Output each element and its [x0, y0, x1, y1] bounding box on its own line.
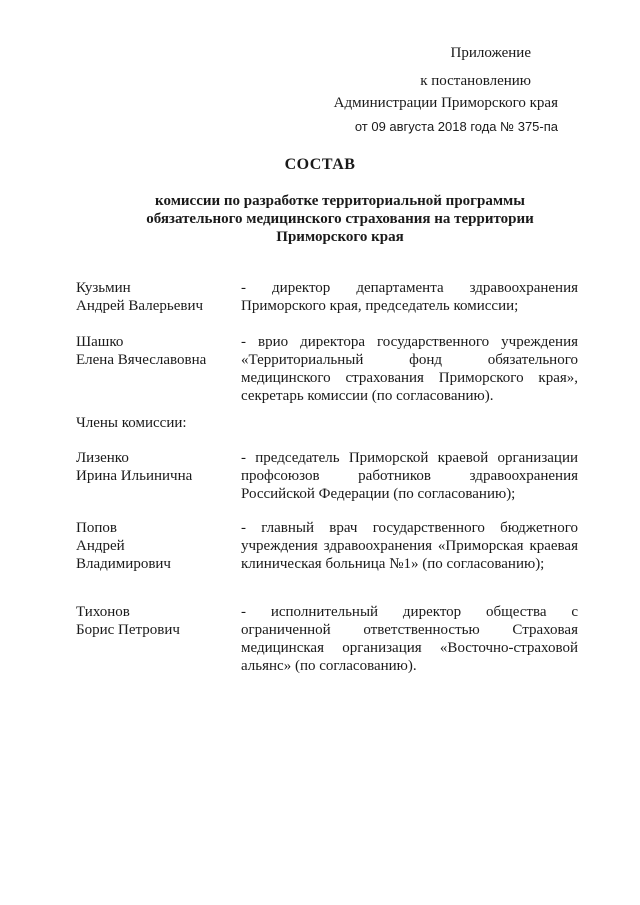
member-surname: Шашко [76, 334, 124, 350]
member-patronymic: Владимирович [76, 556, 171, 572]
appendix-header [334, 42, 558, 138]
member-given-names: Ирина Ильинична [76, 468, 193, 484]
member-name [76, 279, 236, 315]
member-given-names: Борис Петрович [76, 622, 180, 638]
member-name [76, 333, 236, 369]
member-role: - председатель Приморской краевой организации профсоюзов работников здравоохранения Российской Федерации (по согласованию); [241, 450, 578, 502]
member-role: - исполнительный директор общества с ограниченной ответственностью Страховая медицинская организация «Восточно-страховой альянс» (по согласованию). [241, 604, 578, 674]
member-name [76, 603, 236, 639]
document-title: СОСТАВ [284, 156, 356, 173]
member-role: - главный врач государственного бюджетного учреждения здравоохранения «Приморская краевая клиническая больница №1» (по согласованию); [241, 520, 578, 572]
member-name [76, 449, 236, 485]
member-name [76, 519, 236, 573]
subtitle-line: Приморского края [276, 229, 404, 245]
appendix-administration: Администрации Приморского края [333, 95, 558, 111]
members-section-label: Члены комиссии: [76, 415, 187, 431]
subtitle-line: комиссии по разработке территориальной программы [155, 193, 525, 209]
member-surname: Лизенко [76, 450, 129, 466]
appendix-resolution-ref: к постановлению [420, 73, 531, 89]
appendix-date-number: от 09 августа 2018 года № 375-па [354, 119, 558, 134]
member-role: - директор департамента здравоохранения Приморского края, председатель комиссии; [241, 280, 578, 314]
member-surname: Тихонов [76, 604, 130, 620]
member-given-names: Андрей Валерьевич [76, 298, 204, 314]
member-surname: Попов [76, 520, 117, 536]
member-surname: Кузьмин [76, 280, 131, 296]
member-role: - врио директора государственного учреждения «Территориальный фонд обязательного медицинского страхования Приморского края», секретарь комиссии (по согласованию). [241, 334, 578, 404]
member-given-names: Елена Вячеславовна [76, 352, 207, 368]
appendix-label: Приложение [450, 45, 531, 61]
document-subtitle [130, 192, 550, 246]
member-given-names: Андрей [76, 538, 125, 554]
subtitle-line: обязательного медицинского страхования на территории [146, 211, 534, 227]
